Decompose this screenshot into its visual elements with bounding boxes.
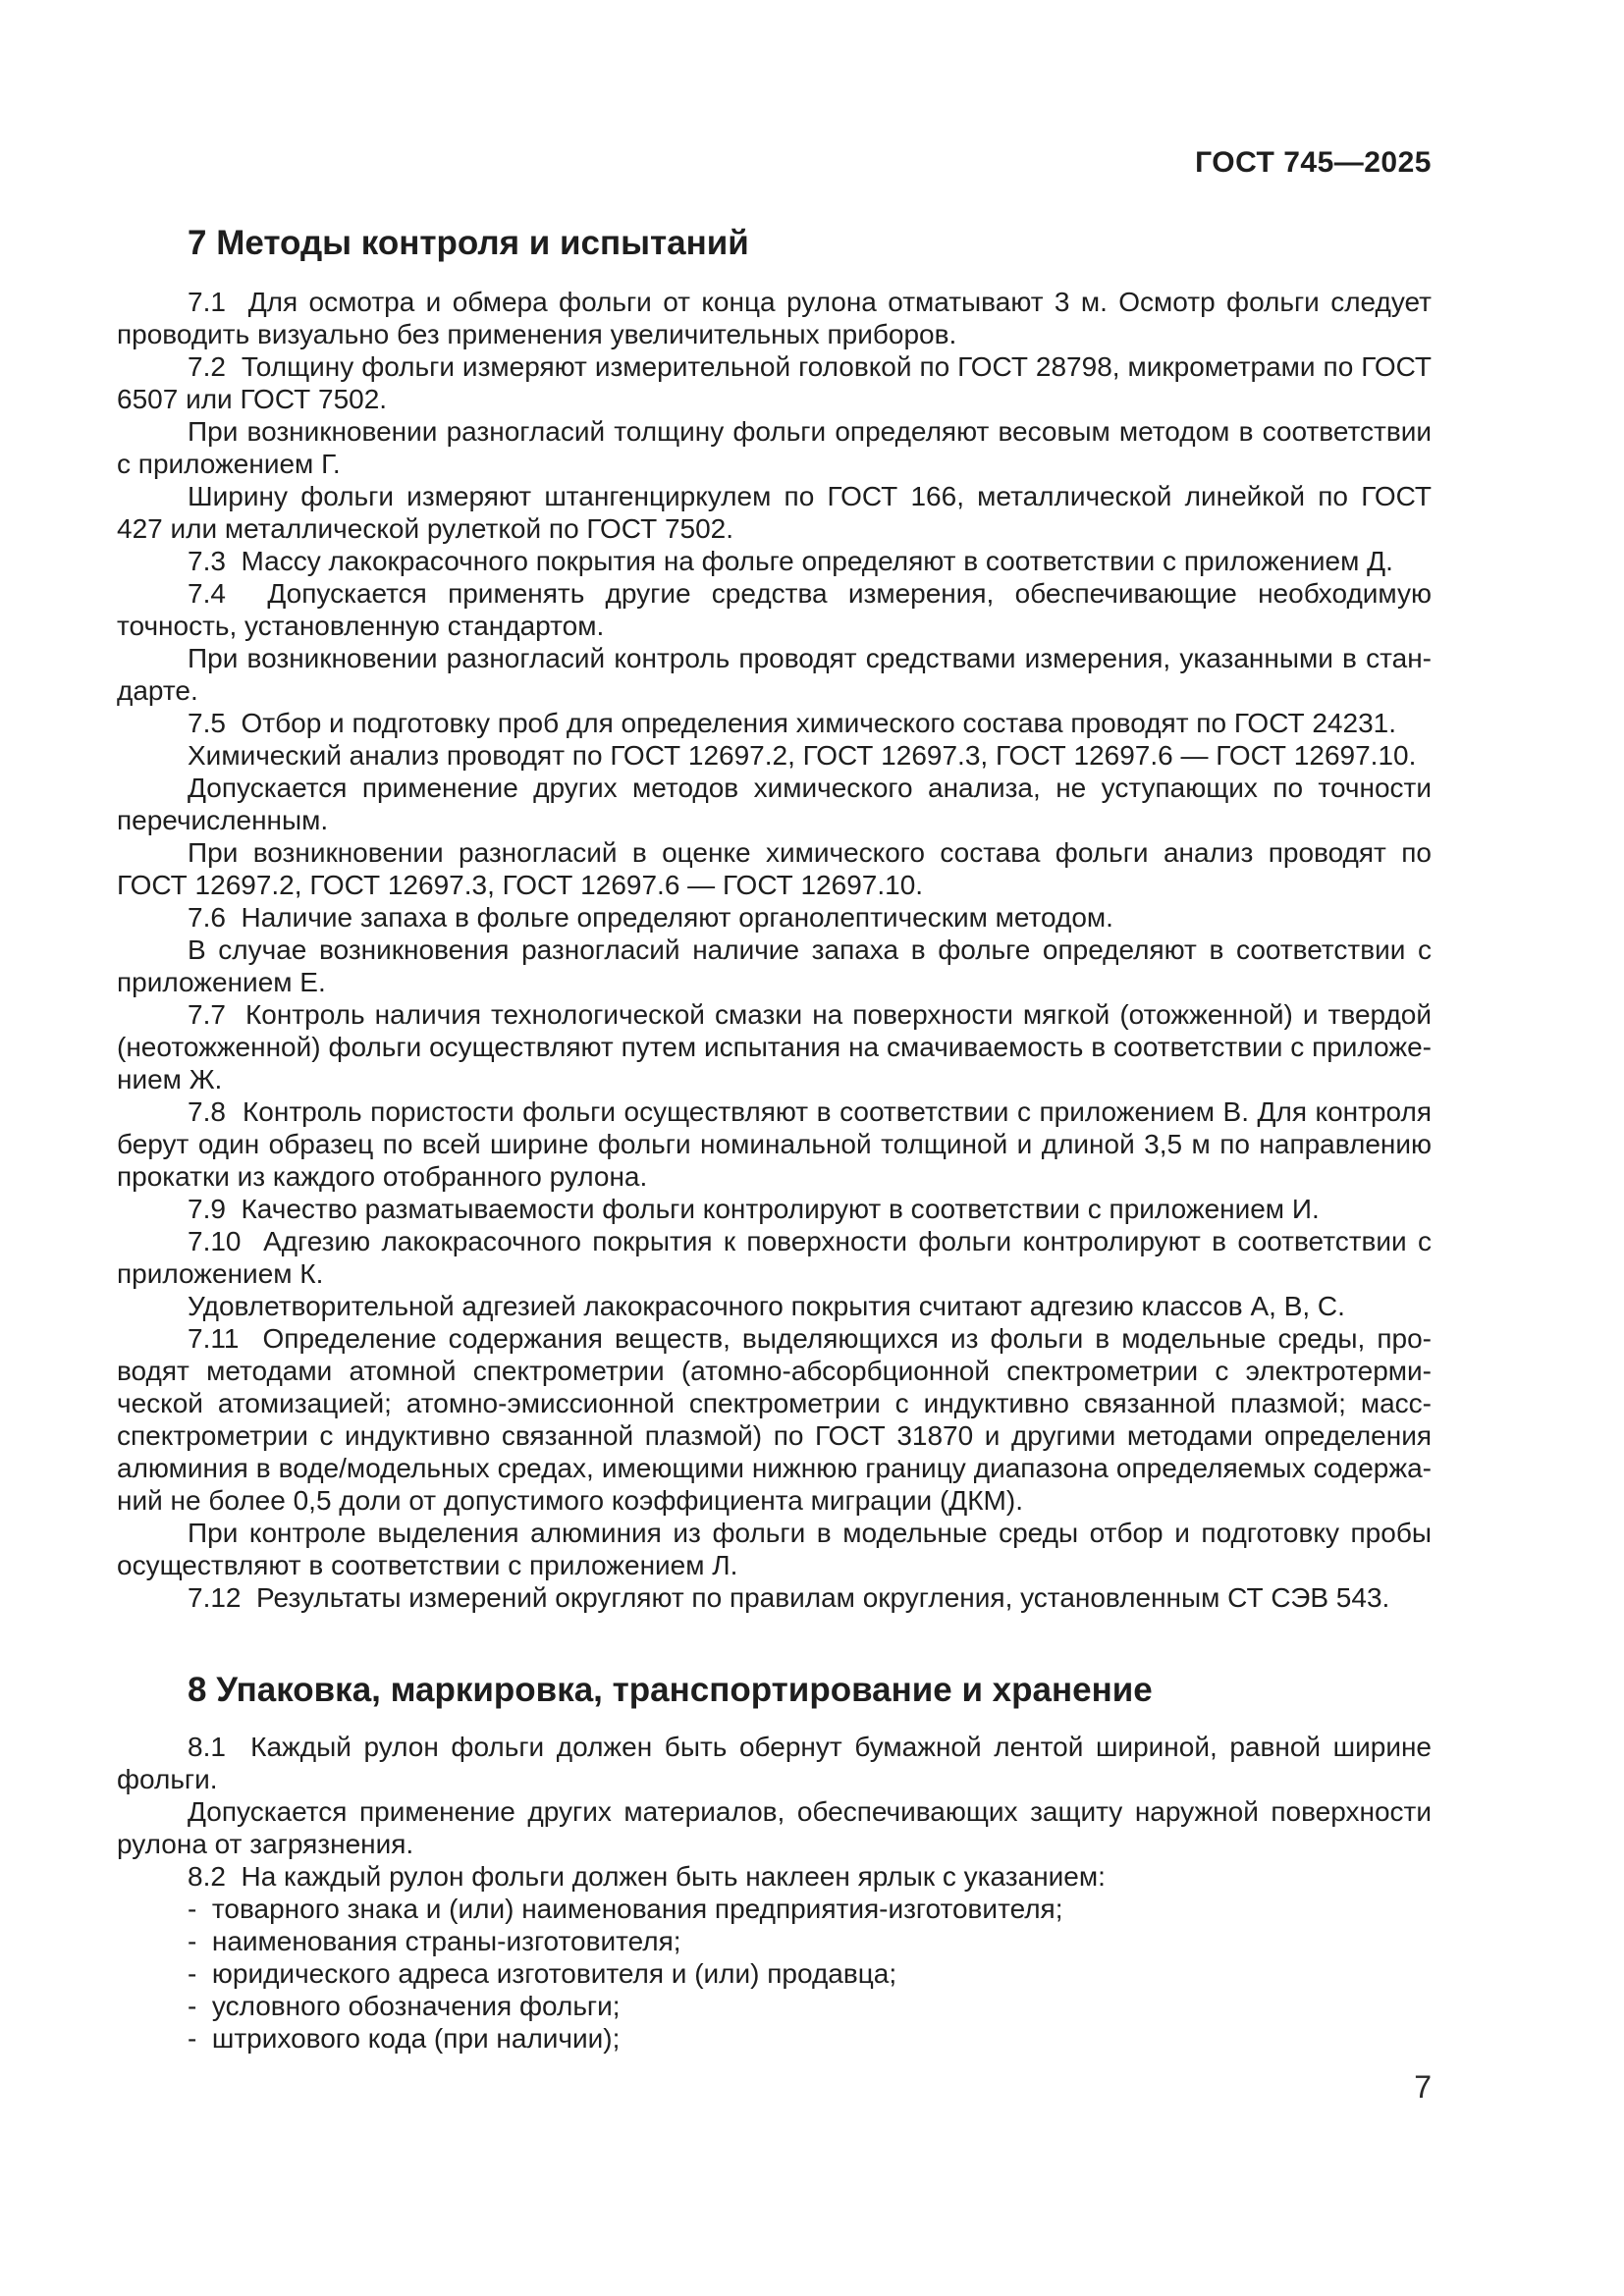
list-item: - наименования страны-изготовителя;: [188, 1926, 681, 1956]
paragraph: 7.9 Качество разматываемости фольги контролируют в соответствии с приложением И.: [188, 1194, 1320, 1224]
paragraph: 7.12 Результаты измерений округляют по правилам округления, установленным СТ СЭВ 543.: [188, 1582, 1390, 1613]
paragraph: 8.2 На каждый рулон фольги должен быть наклеен ярлык с указанием:: [188, 1861, 1106, 1892]
paragraph: 7.2 Толщину фольги измеряют измерительной головкой по ГОСТ 28798, микрометрами по ГОСТ 6507 или ГОСТ 7502.: [117, 351, 1432, 414]
paragraph: 8.1 Каждый рулон фольги должен быть обернут бумажной лентой шириной, равной ширине фольги.: [117, 1732, 1432, 1794]
paragraph: Допускается применение других материалов, обеспечивающих защиту наружной поверхности рулона от загрязнения.: [117, 1796, 1432, 1859]
paragraph: 7.4 Допускается применять другие средства измерения, обеспечивающие необходимую точность, установленную стандартом.: [117, 578, 1432, 641]
label-requirements-list: [117, 1893, 1432, 2055]
paragraph: 7.8 Контроль пористости фольги осуществляют в соответствии с приложением В. Для контроля берут один образец по всей ширине фольги номинальной толщиной и длиной 3,5 м по направлению прокатки из каждого отобранного рулона.: [117, 1096, 1432, 1192]
section-8-title: 8 Упаковка, маркировка, транспортирование и хранение: [188, 1671, 1153, 1709]
paragraph: При возникновении разногласий толщину фольги определяют весовым методом в соответствии с приложением Г.: [117, 416, 1432, 479]
list-item: - условного обозначения фольги;: [188, 1991, 621, 2021]
paragraph: Химический анализ проводят по ГОСТ 12697.2, ГОСТ 12697.3, ГОСТ 12697.6 — ГОСТ 12697.10.: [188, 740, 1417, 771]
paragraph: 7.10 Адгезию лакокрасочного покрытия к поверхности фольги контролируют в соответствии с приложением К.: [117, 1226, 1432, 1289]
paragraph: При контроле выделения алюминия из фольги в модельные среды отбор и подготовку пробы осуществляют в соответствии с приложением Л.: [117, 1518, 1432, 1580]
document-header: [117, 0, 1432, 179]
paragraph: При возникновении разногласий контроль проводят средствами измерения, указанными в стандарте.: [117, 643, 1432, 706]
paragraph: 7.11 Определение содержания веществ, выделяющихся из фольги в модельные среды, проводят методами атомной спектрометрии (атомно-абсорбционной спектрометрии с электротермической атомизацией; атомно-эмиссионной спектрометрии с индуктивно связанной плазмой; масс-спектрометрии с индуктивно связанной плазмой) по ГОСТ 31870 и другими методами определения алюминия в воде/модельных средах, имеющими нижнюю границу диапазона определяемых содержаний не более 0,5 доли от допустимого коэффициента миграции (ДКМ).: [117, 1323, 1432, 1516]
section-8-body: [117, 1731, 1432, 1893]
section-7-body: [117, 286, 1432, 1614]
paragraph: 7.1 Для осмотра и обмера фольги от конца рулона отматывают 3 м. Осмотр фольги следует проводить визуально без применения увеличительных приборов.: [117, 287, 1432, 349]
paragraph: 7.6 Наличие запаха в фольге определяют органолептическим методом.: [188, 902, 1113, 933]
list-item: - штрихового кода (при наличии);: [188, 2023, 621, 2054]
paragraph: Допускается применение других методов химического анализа, не уступающих по точности перечисленным.: [117, 773, 1432, 835]
standard-number: ГОСТ 745—2025: [1195, 146, 1432, 179]
paragraph: 7.3 Массу лакокрасочного покрытия на фольге определяют в соответствии с приложением Д.: [188, 546, 1393, 576]
paragraph: При возникновении разногласий в оценке химического состава фольги анализ проводят по ГОСТ 12697.2, ГОСТ 12697.3, ГОСТ 12697.6 — ГОСТ 12697.10.: [117, 837, 1432, 900]
paragraph: Удовлетворительной адгезией лакокрасочного покрытия считают адгезию классов А, В, С.: [188, 1291, 1345, 1321]
list-item: - товарного знака и (или) наименования предприятия-изготовителя;: [188, 1894, 1063, 1924]
paragraph: Ширину фольги измеряют штангенциркулем по ГОСТ 166, металлической линейкой по ГОСТ 427 или металлической рулеткой по ГОСТ 7502.: [117, 481, 1432, 544]
page-number: 7: [1414, 2069, 1432, 2105]
paragraph: 7.7 Контроль наличия технологической смазки на поверхности мягкой (отожженной) и твердой (неотожженной) фольги осуществляют путем испытания на смачиваемость в соответствии с приложением Ж.: [117, 999, 1432, 1095]
paragraph: В случае возникновения разногласий наличие запаха в фольге определяют в соответствии с приложением Е.: [117, 934, 1432, 997]
paragraph: 7.5 Отбор и подготовку проб для определения химического состава проводят по ГОСТ 24231.: [188, 708, 1397, 738]
list-item: - юридического адреса изготовителя и (или) продавца;: [188, 1958, 897, 1989]
section-7-title: 7 Методы контроля и испытаний: [188, 224, 749, 262]
page-content: [117, 0, 1432, 2105]
